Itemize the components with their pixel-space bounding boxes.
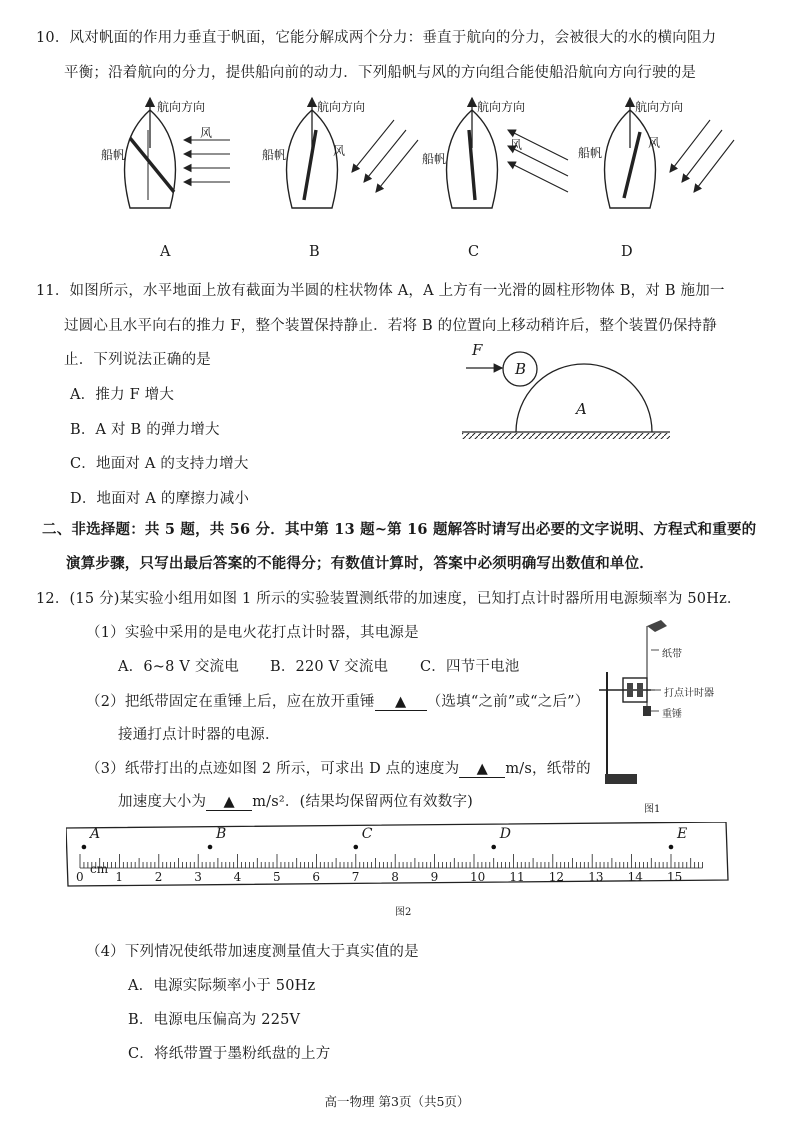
q12-part1-opt-c: C．四节干电池: [420, 659, 520, 675]
ruler-point-label-c: C: [361, 826, 373, 842]
ruler-point-label-b: B: [216, 826, 227, 842]
q11-choice-a: A．推力 F 增大: [70, 387, 175, 403]
q10-line1: 10．风对帆面的作用力垂直于帆面，它能分解成两个分力：垂直于航向的分力，会被很大的水的横向阻力: [36, 30, 717, 46]
ruler-number: 9: [430, 870, 439, 884]
sail-label-a: 船帆: [101, 148, 126, 162]
heading-label-a: 航向方向: [157, 100, 206, 114]
ruler-unit: cm: [90, 862, 109, 876]
ruler-number: 6: [312, 870, 321, 884]
ruler-number: 10: [470, 870, 486, 884]
wind-label-b: 风: [333, 144, 346, 158]
q11-line1: 11．如图所示，水平地面上放有截面为半圆的柱状物体 A，A 上方有一光滑的圆柱形物体 B，对 B 施加一: [36, 283, 725, 299]
ruler-number: 3: [194, 870, 202, 884]
ruler-dot-b: [208, 845, 213, 850]
q12-part4-opt-c: C．将纸带置于墨粉纸盘的上方: [128, 1046, 331, 1062]
fig1-label-timer: 打点计时器: [664, 688, 714, 699]
ruler-dot-e: [669, 845, 674, 850]
q11-fig-b: B: [515, 360, 527, 378]
heading-label-c: 航向方向: [477, 100, 526, 114]
q12-part3-text-c: 加速度大小为: [118, 794, 207, 810]
ruler-dot-a: [82, 845, 87, 850]
q12-part1: （1）实验中采用的是电火花打点计时器，其电源是: [86, 625, 419, 641]
ruler-point-label-a: A: [89, 826, 101, 842]
q11-choice-c: C．地面对 A 的支持力增大: [70, 456, 249, 472]
q12-fig1-apparatus: [585, 612, 695, 792]
ruler-number: 7: [351, 870, 360, 884]
ruler-number: 2: [154, 870, 163, 884]
ruler-number: 14: [627, 870, 643, 884]
q12-part3-text-a: （3）纸带打出的点迹如图 2 所示，可求出 D 点的速度为: [86, 761, 460, 777]
q12-part1-opt-b: B．220 V 交流电: [270, 659, 389, 675]
q12-part2-text-b: （选填“之前”或“之后”）: [426, 694, 590, 710]
ruler-number: 11: [509, 870, 525, 884]
section2-line1: 二、非选择题：共 5 题，共 56 分．其中第 13 题~第 16 题解答时请写出必要的文字说明、方程式和重要的: [42, 521, 757, 538]
q12-part3-line2: [118, 790, 473, 811]
q10-line2: 平衡；沿着航向的分力，提供船向前的动力．下列船帆与风的方向组合能使船沿航向方向行驶的是: [64, 65, 697, 81]
ruler-number: 0: [76, 870, 84, 884]
ruler-point-label-d: D: [499, 826, 511, 842]
q10-option-a: A: [160, 244, 171, 260]
q11-line2: 过圆心且水平向右的推力 F，整个装置保持静止．若将 B 的位置向上移动稍许后，整个装置仍保持静: [64, 318, 717, 334]
q12-part3-text-b: m/s，纸带的: [505, 761, 591, 777]
q12-part2: [86, 690, 590, 711]
q10-option-d: D: [621, 244, 633, 260]
ruler-dot-c: [354, 845, 359, 850]
q10-option-c: C: [468, 244, 480, 260]
q12-part3-text-d: m/s²．(结果均保留两位有效数字): [252, 794, 474, 810]
q11-fig-f: F: [472, 341, 483, 359]
q12-part4: （4）下列情况使纸带加速度测量值大于真实值的是: [86, 944, 419, 960]
heading-label-b: 航向方向: [317, 100, 366, 114]
q12-part3: [86, 757, 591, 778]
q12-part1-opt-a: A．6~8 V 交流电: [118, 659, 239, 675]
sail-label-c: 船帆: [422, 152, 447, 166]
sail-label-b: 船帆: [262, 148, 287, 162]
ruler-number: 1: [115, 870, 124, 884]
ruler-number: 13: [588, 870, 604, 884]
q12-part2-blank: ▲: [375, 694, 427, 711]
heading-label-d: 航向方向: [635, 100, 684, 114]
ruler-point-label-e: E: [677, 826, 688, 842]
q12-part3-blank-velocity: ▲: [459, 761, 505, 778]
fig1-label-tape: 纸带: [662, 649, 682, 660]
fig1-label-weight: 重锤: [662, 709, 682, 720]
q11-choice-b: B．A 对 B 的弹力增大: [70, 422, 220, 438]
q11-line3: 止．下列说法正确的是: [64, 352, 211, 368]
q12-part4-opt-a: A．电源实际频率小于 50Hz: [128, 978, 316, 994]
wind-label-c: 风: [510, 138, 523, 152]
ruler-number: 15: [667, 870, 683, 884]
q10-option-b: B: [309, 244, 320, 260]
q12-intro: 12．(15 分)某实验小组用如图 1 所示的实验装置测纸带的加速度，已知打点计时器所用电源频率为 50Hz．: [36, 591, 742, 607]
ruler-dot-d: [491, 845, 496, 850]
q11-fig-a: A: [576, 400, 587, 418]
q12-part2-text-a: （2）把纸带固定在重锤上后，应在放开重锤: [86, 694, 375, 710]
q12-part2-line2: 接通打点计时器的电源．: [118, 727, 280, 743]
wind-label-d: 风: [648, 136, 661, 150]
q10-boat-figures: [80, 90, 740, 260]
q12-part3-blank-acceleration: ▲: [206, 794, 252, 811]
q12-part4-opt-b: B．电源电压偏高为 225V: [128, 1012, 301, 1028]
fig1-caption: 图1: [644, 804, 661, 815]
ruler-number: 4: [233, 870, 242, 884]
ruler-number: 12: [548, 870, 565, 884]
ruler-number: 5: [273, 870, 281, 884]
q11-figure: [460, 340, 680, 440]
section2-line2: 演算步骤，只写出最后答案的不能得分；有数值计算时，答案中必须明确写出数值和单位．: [66, 555, 654, 572]
ruler-number: 8: [391, 870, 399, 884]
page-footer: 高一物理 第3页（共5页）: [324, 1094, 470, 1109]
q11-choice-d: D．地面对 A 的摩擦力减小: [70, 491, 250, 507]
fig2-caption: 图2: [395, 907, 412, 918]
sail-label-d: 船帆: [578, 146, 603, 160]
wind-label-a: 风: [200, 126, 213, 140]
